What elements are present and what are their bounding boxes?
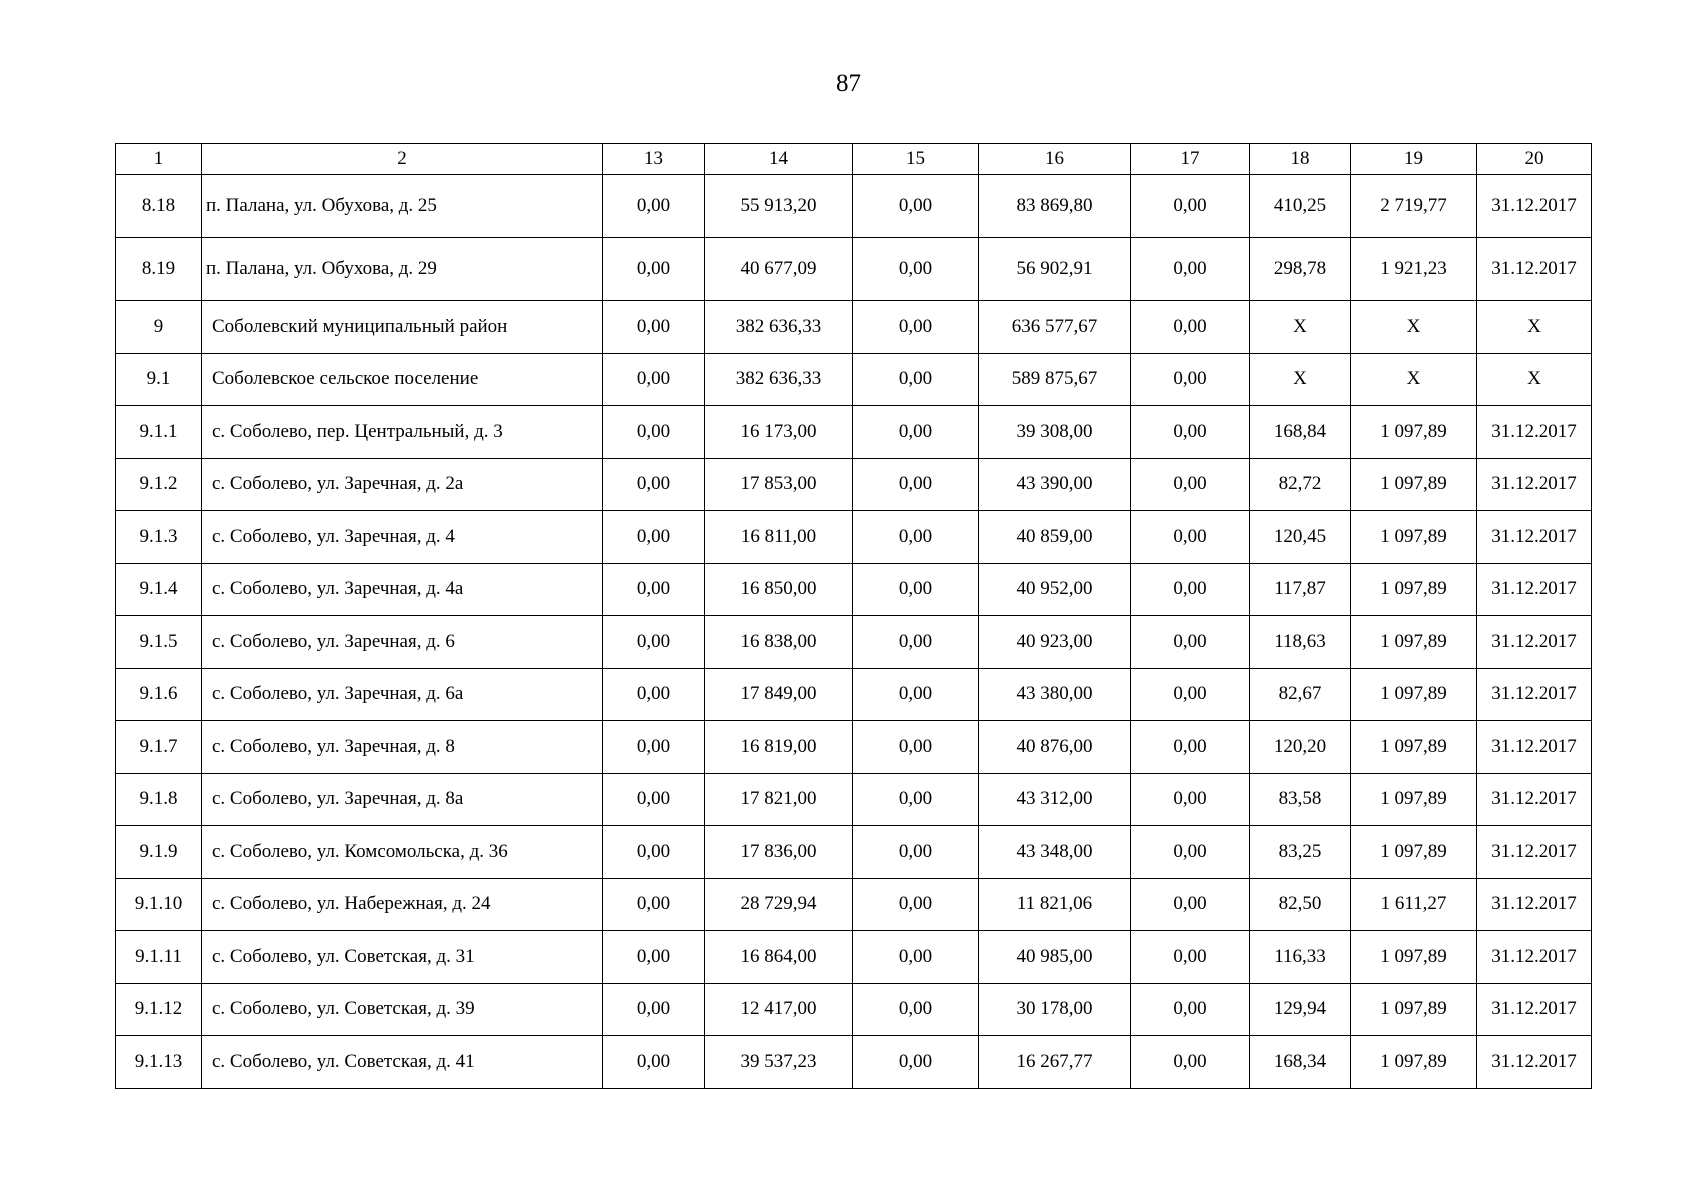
col19-cell: 1 097,89 bbox=[1351, 458, 1477, 511]
table-header bbox=[116, 144, 1592, 175]
col17-cell: 0,00 bbox=[1131, 878, 1250, 931]
address-cell: с. Соболево, ул. Советская, д. 31 bbox=[202, 931, 603, 984]
col18-cell: 168,84 bbox=[1250, 406, 1351, 459]
col20-cell: 31.12.2017 bbox=[1477, 878, 1592, 931]
col19-cell: 1 097,89 bbox=[1351, 563, 1477, 616]
col18-cell: 116,33 bbox=[1250, 931, 1351, 984]
row-number-cell: 9.1.4 bbox=[116, 563, 202, 616]
col19-cell: 1 097,89 bbox=[1351, 826, 1477, 879]
col16-cell: 39 308,00 bbox=[979, 406, 1131, 459]
col17-cell: 0,00 bbox=[1131, 826, 1250, 879]
table-row bbox=[116, 458, 1592, 511]
row-number-cell: 9.1.12 bbox=[116, 983, 202, 1036]
col18-cell: 82,72 bbox=[1250, 458, 1351, 511]
col15-cell: 0,00 bbox=[853, 406, 979, 459]
col14-cell: 382 636,33 bbox=[705, 301, 853, 354]
page-number: 87 bbox=[836, 70, 861, 97]
col18-cell: X bbox=[1250, 301, 1351, 354]
row-number-cell: 9.1.3 bbox=[116, 511, 202, 564]
header-cell: 17 bbox=[1131, 144, 1250, 175]
col17-cell: 0,00 bbox=[1131, 175, 1250, 238]
col15-cell: 0,00 bbox=[853, 301, 979, 354]
col14-cell: 16 838,00 bbox=[705, 616, 853, 669]
row-number-cell: 9.1.6 bbox=[116, 668, 202, 721]
col14-cell: 16 811,00 bbox=[705, 511, 853, 564]
col20-cell: 31.12.2017 bbox=[1477, 458, 1592, 511]
col17-cell: 0,00 bbox=[1131, 721, 1250, 774]
row-number-cell: 9.1.8 bbox=[116, 773, 202, 826]
col16-cell: 83 869,80 bbox=[979, 175, 1131, 238]
col18-cell: 168,34 bbox=[1250, 1036, 1351, 1089]
col16-cell: 56 902,91 bbox=[979, 238, 1131, 301]
table-row bbox=[116, 668, 1592, 721]
address-cell: п. Палана, ул. Обухова, д. 25 bbox=[202, 175, 603, 238]
col13-cell: 0,00 bbox=[603, 511, 705, 564]
col15-cell: 0,00 bbox=[853, 175, 979, 238]
col18-cell: 117,87 bbox=[1250, 563, 1351, 616]
col20-cell: 31.12.2017 bbox=[1477, 773, 1592, 826]
table-row bbox=[116, 878, 1592, 931]
header-cell: 20 bbox=[1477, 144, 1592, 175]
col14-cell: 16 850,00 bbox=[705, 563, 853, 616]
col13-cell: 0,00 bbox=[603, 931, 705, 984]
col16-cell: 43 348,00 bbox=[979, 826, 1131, 879]
col17-cell: 0,00 bbox=[1131, 458, 1250, 511]
col17-cell: 0,00 bbox=[1131, 616, 1250, 669]
table-row bbox=[116, 721, 1592, 774]
col20-cell: 31.12.2017 bbox=[1477, 238, 1592, 301]
row-number-cell: 8.18 bbox=[116, 175, 202, 238]
col13-cell: 0,00 bbox=[603, 826, 705, 879]
table-row bbox=[116, 1036, 1592, 1089]
col14-cell: 16 173,00 bbox=[705, 406, 853, 459]
address-cell: с. Соболево, ул. Советская, д. 39 bbox=[202, 983, 603, 1036]
col14-cell: 17 853,00 bbox=[705, 458, 853, 511]
col13-cell: 0,00 bbox=[603, 1036, 705, 1089]
address-cell: с. Соболево, ул. Заречная, д. 6 bbox=[202, 616, 603, 669]
header-cell: 14 bbox=[705, 144, 853, 175]
col13-cell: 0,00 bbox=[603, 175, 705, 238]
col19-cell: 1 097,89 bbox=[1351, 983, 1477, 1036]
row-number-cell: 8.19 bbox=[116, 238, 202, 301]
address-cell: с. Соболево, ул. Советская, д. 41 bbox=[202, 1036, 603, 1089]
col20-cell: X bbox=[1477, 353, 1592, 406]
header-cell: 2 bbox=[202, 144, 603, 175]
col20-cell: 31.12.2017 bbox=[1477, 616, 1592, 669]
col19-cell: X bbox=[1351, 353, 1477, 406]
col19-cell: 1 097,89 bbox=[1351, 616, 1477, 669]
col19-cell: 2 719,77 bbox=[1351, 175, 1477, 238]
col19-cell: 1 097,89 bbox=[1351, 773, 1477, 826]
col17-cell: 0,00 bbox=[1131, 511, 1250, 564]
col17-cell: 0,00 bbox=[1131, 983, 1250, 1036]
col19-cell: 1 611,27 bbox=[1351, 878, 1477, 931]
col19-cell: 1 097,89 bbox=[1351, 1036, 1477, 1089]
col14-cell: 17 821,00 bbox=[705, 773, 853, 826]
col16-cell: 30 178,00 bbox=[979, 983, 1131, 1036]
table-row bbox=[116, 563, 1592, 616]
col20-cell: 31.12.2017 bbox=[1477, 721, 1592, 774]
address-cell: с. Соболево, ул. Заречная, д. 2а bbox=[202, 458, 603, 511]
col17-cell: 0,00 bbox=[1131, 773, 1250, 826]
col16-cell: 43 312,00 bbox=[979, 773, 1131, 826]
address-cell: с. Соболево, ул. Набережная, д. 24 bbox=[202, 878, 603, 931]
col20-cell: X bbox=[1477, 301, 1592, 354]
col16-cell: 11 821,06 bbox=[979, 878, 1131, 931]
col13-cell: 0,00 bbox=[603, 353, 705, 406]
col18-cell: 83,58 bbox=[1250, 773, 1351, 826]
table-row bbox=[116, 826, 1592, 879]
header-row bbox=[116, 144, 1592, 175]
table-row bbox=[116, 931, 1592, 984]
table-row bbox=[116, 301, 1592, 354]
col15-cell: 0,00 bbox=[853, 511, 979, 564]
row-number-cell: 9.1.1 bbox=[116, 406, 202, 459]
col19-cell: 1 097,89 bbox=[1351, 668, 1477, 721]
col17-cell: 0,00 bbox=[1131, 406, 1250, 459]
col20-cell: 31.12.2017 bbox=[1477, 983, 1592, 1036]
col18-cell: 120,45 bbox=[1250, 511, 1351, 564]
header-cell: 13 bbox=[603, 144, 705, 175]
col18-cell: 129,94 bbox=[1250, 983, 1351, 1036]
header-cell: 18 bbox=[1250, 144, 1351, 175]
col19-cell: 1 097,89 bbox=[1351, 511, 1477, 564]
header-cell: 19 bbox=[1351, 144, 1477, 175]
col13-cell: 0,00 bbox=[603, 668, 705, 721]
col16-cell: 589 875,67 bbox=[979, 353, 1131, 406]
col17-cell: 0,00 bbox=[1131, 668, 1250, 721]
col14-cell: 39 537,23 bbox=[705, 1036, 853, 1089]
col17-cell: 0,00 bbox=[1131, 931, 1250, 984]
col20-cell: 31.12.2017 bbox=[1477, 175, 1592, 238]
table-row bbox=[116, 353, 1592, 406]
col18-cell: 118,63 bbox=[1250, 616, 1351, 669]
col14-cell: 40 677,09 bbox=[705, 238, 853, 301]
col15-cell: 0,00 bbox=[853, 668, 979, 721]
col19-cell: 1 097,89 bbox=[1351, 721, 1477, 774]
col16-cell: 636 577,67 bbox=[979, 301, 1131, 354]
col14-cell: 12 417,00 bbox=[705, 983, 853, 1036]
col16-cell: 43 390,00 bbox=[979, 458, 1131, 511]
col18-cell: X bbox=[1250, 353, 1351, 406]
col15-cell: 0,00 bbox=[853, 238, 979, 301]
table-row bbox=[116, 406, 1592, 459]
address-cell: Соболевское сельское поселение bbox=[202, 353, 603, 406]
address-cell: с. Соболево, ул. Заречная, д. 8 bbox=[202, 721, 603, 774]
col16-cell: 40 876,00 bbox=[979, 721, 1131, 774]
row-number-cell: 9.1 bbox=[116, 353, 202, 406]
col14-cell: 55 913,20 bbox=[705, 175, 853, 238]
col13-cell: 0,00 bbox=[603, 616, 705, 669]
col19-cell: 1 921,23 bbox=[1351, 238, 1477, 301]
col19-cell: 1 097,89 bbox=[1351, 931, 1477, 984]
row-number-cell: 9.1.2 bbox=[116, 458, 202, 511]
col15-cell: 0,00 bbox=[853, 773, 979, 826]
col18-cell: 83,25 bbox=[1250, 826, 1351, 879]
col14-cell: 382 636,33 bbox=[705, 353, 853, 406]
table-row bbox=[116, 983, 1592, 1036]
table-row bbox=[116, 511, 1592, 564]
row-number-cell: 9.1.13 bbox=[116, 1036, 202, 1089]
col13-cell: 0,00 bbox=[603, 563, 705, 616]
col16-cell: 40 923,00 bbox=[979, 616, 1131, 669]
col17-cell: 0,00 bbox=[1131, 1036, 1250, 1089]
header-cell: 15 bbox=[853, 144, 979, 175]
row-number-cell: 9.1.10 bbox=[116, 878, 202, 931]
col13-cell: 0,00 bbox=[603, 983, 705, 1036]
col14-cell: 16 864,00 bbox=[705, 931, 853, 984]
col16-cell: 16 267,77 bbox=[979, 1036, 1131, 1089]
col15-cell: 0,00 bbox=[853, 563, 979, 616]
col16-cell: 43 380,00 bbox=[979, 668, 1131, 721]
address-cell: с. Соболево, ул. Заречная, д. 4а bbox=[202, 563, 603, 616]
col13-cell: 0,00 bbox=[603, 406, 705, 459]
col20-cell: 31.12.2017 bbox=[1477, 931, 1592, 984]
col15-cell: 0,00 bbox=[853, 721, 979, 774]
col20-cell: 31.12.2017 bbox=[1477, 668, 1592, 721]
row-number-cell: 9.1.7 bbox=[116, 721, 202, 774]
col20-cell: 31.12.2017 bbox=[1477, 1036, 1592, 1089]
row-number-cell: 9 bbox=[116, 301, 202, 354]
table-row bbox=[116, 175, 1592, 238]
header-cell: 1 bbox=[116, 144, 202, 175]
table-body bbox=[116, 175, 1592, 1089]
table-row bbox=[116, 773, 1592, 826]
col18-cell: 82,50 bbox=[1250, 878, 1351, 931]
col17-cell: 0,00 bbox=[1131, 563, 1250, 616]
col15-cell: 0,00 bbox=[853, 878, 979, 931]
col13-cell: 0,00 bbox=[603, 721, 705, 774]
col19-cell: 1 097,89 bbox=[1351, 406, 1477, 459]
data-table bbox=[115, 143, 1592, 1089]
col18-cell: 82,67 bbox=[1250, 668, 1351, 721]
row-number-cell: 9.1.9 bbox=[116, 826, 202, 879]
address-cell: Соболевский муниципальный район bbox=[202, 301, 603, 354]
table-row bbox=[116, 616, 1592, 669]
address-cell: с. Соболево, ул. Заречная, д. 6а bbox=[202, 668, 603, 721]
col16-cell: 40 859,00 bbox=[979, 511, 1131, 564]
col13-cell: 0,00 bbox=[603, 878, 705, 931]
row-number-cell: 9.1.11 bbox=[116, 931, 202, 984]
col18-cell: 298,78 bbox=[1250, 238, 1351, 301]
table-row bbox=[116, 238, 1592, 301]
col13-cell: 0,00 bbox=[603, 238, 705, 301]
address-cell: с. Соболево, ул. Заречная, д. 4 bbox=[202, 511, 603, 564]
col19-cell: X bbox=[1351, 301, 1477, 354]
col17-cell: 0,00 bbox=[1131, 238, 1250, 301]
address-cell: с. Соболево, ул. Заречная, д. 8а bbox=[202, 773, 603, 826]
col13-cell: 0,00 bbox=[603, 458, 705, 511]
col20-cell: 31.12.2017 bbox=[1477, 406, 1592, 459]
address-cell: с. Соболево, ул. Комсомольска, д. 36 bbox=[202, 826, 603, 879]
row-number-cell: 9.1.5 bbox=[116, 616, 202, 669]
col18-cell: 120,20 bbox=[1250, 721, 1351, 774]
address-cell: п. Палана, ул. Обухова, д. 29 bbox=[202, 238, 603, 301]
col15-cell: 0,00 bbox=[853, 983, 979, 1036]
col15-cell: 0,00 bbox=[853, 1036, 979, 1089]
header-cell: 16 bbox=[979, 144, 1131, 175]
col15-cell: 0,00 bbox=[853, 458, 979, 511]
col17-cell: 0,00 bbox=[1131, 353, 1250, 406]
col14-cell: 17 836,00 bbox=[705, 826, 853, 879]
col14-cell: 28 729,94 bbox=[705, 878, 853, 931]
col14-cell: 17 849,00 bbox=[705, 668, 853, 721]
col16-cell: 40 952,00 bbox=[979, 563, 1131, 616]
col17-cell: 0,00 bbox=[1131, 301, 1250, 354]
col15-cell: 0,00 bbox=[853, 931, 979, 984]
col15-cell: 0,00 bbox=[853, 353, 979, 406]
col14-cell: 16 819,00 bbox=[705, 721, 853, 774]
col13-cell: 0,00 bbox=[603, 773, 705, 826]
col18-cell: 410,25 bbox=[1250, 175, 1351, 238]
col20-cell: 31.12.2017 bbox=[1477, 511, 1592, 564]
col16-cell: 40 985,00 bbox=[979, 931, 1131, 984]
col13-cell: 0,00 bbox=[603, 301, 705, 354]
col15-cell: 0,00 bbox=[853, 616, 979, 669]
col20-cell: 31.12.2017 bbox=[1477, 563, 1592, 616]
col20-cell: 31.12.2017 bbox=[1477, 826, 1592, 879]
address-cell: с. Соболево, пер. Центральный, д. 3 bbox=[202, 406, 603, 459]
col15-cell: 0,00 bbox=[853, 826, 979, 879]
